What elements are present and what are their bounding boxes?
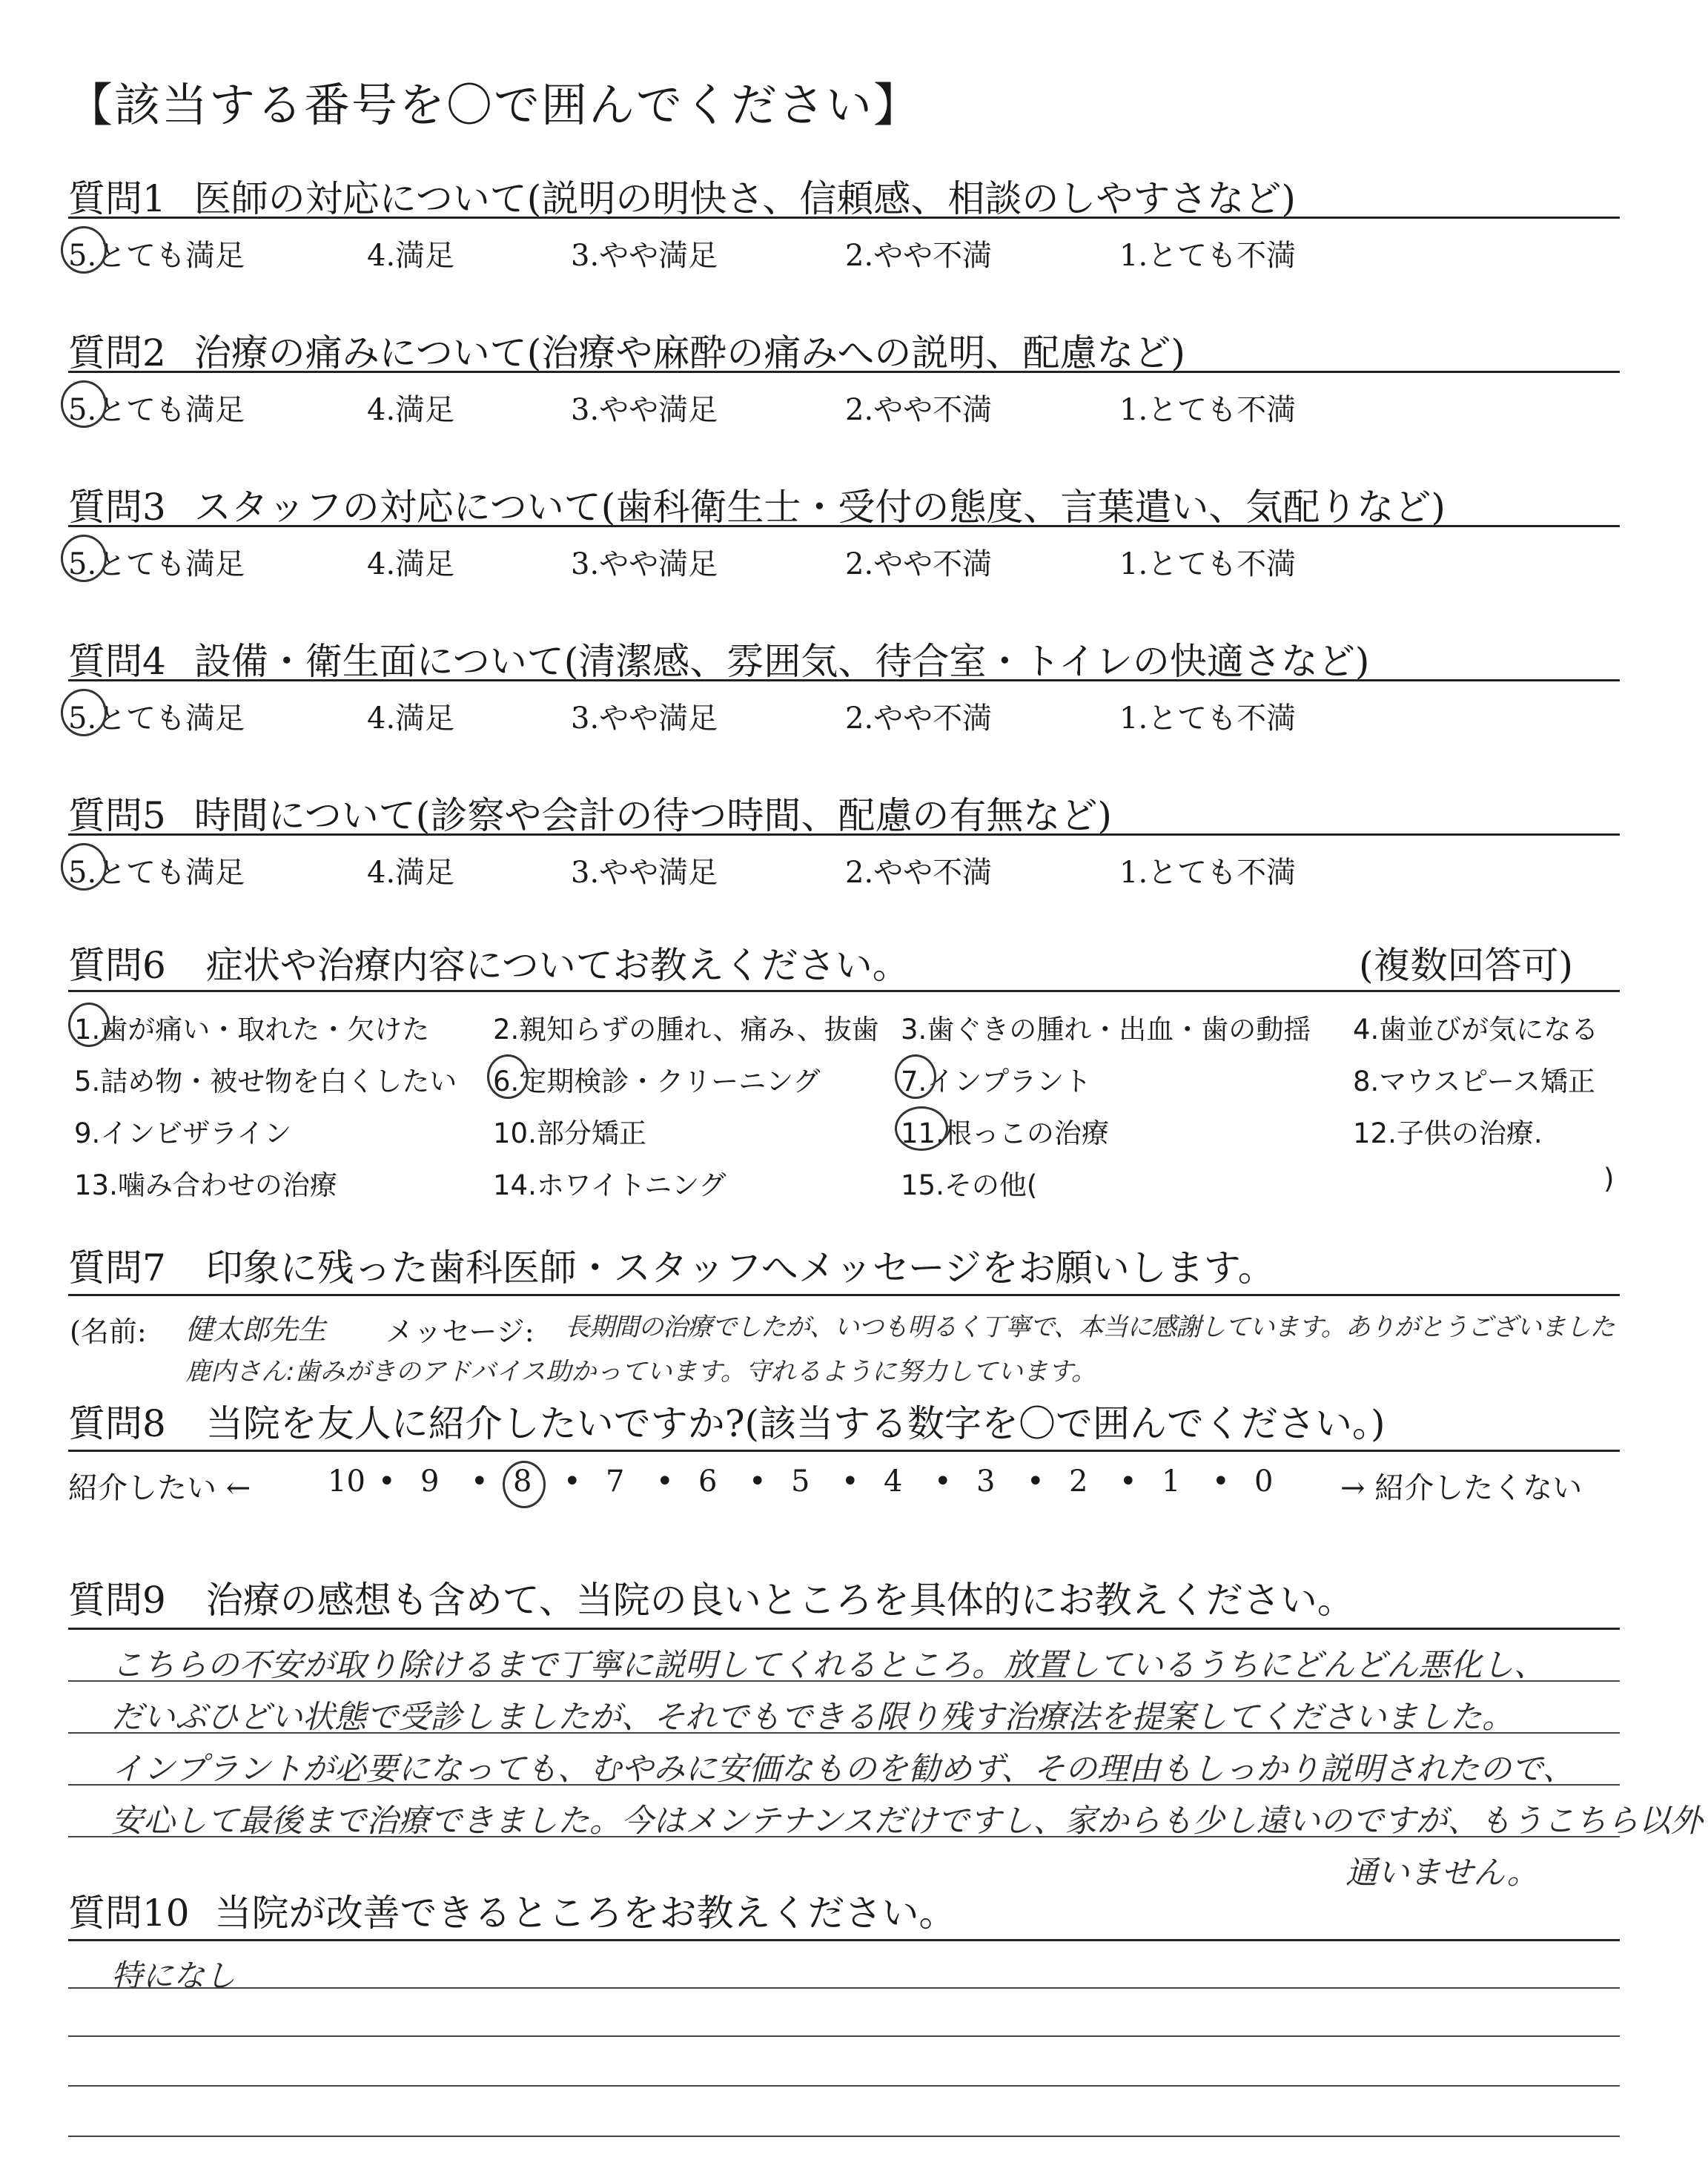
q10-answer: 特になし (111, 1958, 236, 1994)
q6-option: 7.インプラント (901, 1066, 1092, 1097)
rating-option: 4.満足 (367, 856, 455, 890)
q10-answer-line (68, 2035, 1620, 2037)
q10-label: 質問10 (68, 1892, 190, 1935)
form-title: 【該当する番号を〇で囲んでください】 (67, 78, 921, 132)
question-text: 医師の対応について(説明の明快さ、信頼感、相談のしやすさなど) (193, 177, 1296, 220)
q6-option: 13.噛み合わせの治療 (74, 1169, 337, 1201)
q8-text: 当院を友人に紹介したいですか?(該当する数字を〇で囲んでください。) (205, 1402, 1386, 1445)
selected-circle (61, 689, 107, 736)
rating-option: 1.とても不満 (1119, 856, 1297, 890)
q7-text: 印象に残った歯科医師・スタッフへメッセージをお願いします。 (205, 1246, 1275, 1289)
scale-dot: • (563, 1464, 581, 1499)
rating-option: 5.とても満足 (68, 393, 245, 427)
scale-value: 4 (884, 1464, 903, 1499)
q9-heading (68, 1571, 1354, 1624)
scale-dot: • (749, 1464, 767, 1499)
question-rule (68, 525, 1620, 527)
selected-circle (895, 1106, 948, 1151)
q6-option: 11.根っこの治療 (901, 1117, 1109, 1149)
scale-value: 5 (791, 1464, 810, 1499)
selected-circle (895, 1054, 936, 1099)
scale-dot: • (1119, 1464, 1137, 1499)
question-rule (68, 217, 1620, 219)
q7-rule (68, 1294, 1620, 1296)
rating-option: 4.満足 (367, 393, 455, 427)
rating-option: 4.満足 (367, 239, 455, 273)
scale-value: 7 (606, 1464, 625, 1499)
selected-circle (61, 535, 107, 582)
q8-heading (68, 1394, 1386, 1447)
question-rule (68, 679, 1620, 681)
selected-circle (68, 1003, 110, 1047)
rating-option: 2.やや不満 (845, 393, 993, 427)
q6-option: 14.ホワイトニング (493, 1169, 726, 1201)
q6-rule (68, 990, 1620, 992)
q9-answer-line-text: だいぶひどい状態で受診しましたが、それでもできる限り残す治療法を提案してくださいました。 (111, 1699, 1514, 1736)
scale-dot: • (656, 1464, 674, 1499)
rating-option: 2.やや不満 (845, 701, 993, 736)
q6-option: 10.部分矯正 (493, 1117, 646, 1149)
rating-option: 3.やや満足 (571, 393, 718, 427)
rating-option: 5.とても満足 (68, 856, 245, 890)
question-label: 質問4 (68, 640, 166, 683)
question-text: 時間について(診察や会計の待つ時間、配慮の有無など) (193, 794, 1112, 837)
q9-answer-line-text: こちらの不安が取り除けるまで丁寧に説明してくれるところ。放置しているうちにどんどん悪化し、 (111, 1647, 1546, 1684)
q6-option: 8.マウスピース矯正 (1353, 1066, 1595, 1097)
q7-heading (68, 1238, 1275, 1292)
q8-rule (68, 1450, 1620, 1452)
q9-text: 治療の感想も含めて、当院の良いところを具体的にお教えください。 (205, 1579, 1354, 1622)
rating-option: 2.やや不満 (845, 239, 993, 273)
q7-label: 質問7 (68, 1246, 166, 1289)
scale-value: 1 (1162, 1464, 1181, 1499)
question-2-heading (68, 323, 1185, 377)
question-rule (68, 833, 1620, 836)
q7-message-line1: 長期間の治療でしたが、いつも明るく丁寧で、本当に感謝しています。ありがとうございました (565, 1312, 1615, 1342)
q6-option: 9.インビザライン (74, 1117, 292, 1149)
scale-value: 6 (698, 1464, 718, 1499)
q6-note: (複数回答可) (1359, 944, 1574, 987)
q8-right-label: → 紹介したくない (1340, 1471, 1583, 1505)
scale-dot: • (1027, 1464, 1045, 1499)
q6-option: 6.定期検診・クリーニング (493, 1066, 821, 1097)
rating-option: 1.とても不満 (1119, 547, 1297, 581)
q6-option: 3.歯ぐきの腫れ・出血・歯の動揺 (901, 1014, 1311, 1046)
q6-option: 1.歯が痛い・取れた・欠けた (74, 1014, 430, 1046)
q8-label: 質問8 (68, 1402, 166, 1445)
q6-heading (68, 936, 910, 989)
rating-option: 3.やや満足 (571, 701, 718, 736)
rating-option: 1.とても不満 (1119, 701, 1297, 736)
q6-option: 5.詰め物・被せ物を白くしたい (74, 1066, 457, 1097)
q10-rule (68, 1939, 1620, 1941)
rating-option: 5.とても満足 (68, 701, 245, 736)
selected-circle (61, 380, 107, 428)
scale-dot: • (841, 1464, 859, 1499)
q10-text: 当院が改善できるところをお教えください。 (214, 1892, 956, 1935)
q9-answer-line-text: 安心して最後まで治療できました。今はメンテナンスだけですし、家からも少し遠いのですが、もうこちら以外 (111, 1803, 1703, 1840)
q7-message-line2: 鹿内さん:歯みがきのアドバイス助かっています。守れるように努力しています。 (185, 1357, 1096, 1387)
scale-dot: • (1212, 1464, 1230, 1499)
q9-answer-line-text: 通いません。 (1345, 1855, 1539, 1892)
q6-label: 質問6 (68, 944, 166, 987)
q6-option: 4.歯並びが気になる (1353, 1014, 1599, 1046)
selected-circle (61, 226, 107, 274)
q6-text: 症状や治療内容についてお教えください。 (205, 944, 910, 987)
scale-value: 0 (1254, 1464, 1274, 1499)
selected-circle (503, 1461, 546, 1508)
rating-option: 3.やや満足 (571, 239, 718, 273)
question-text: 設備・衛生面について(清潔感、雰囲気、待合室・トイレの快適さなど) (193, 640, 1370, 683)
question-1-heading (68, 169, 1296, 222)
selected-circle (487, 1054, 529, 1099)
question-3-heading (68, 478, 1446, 531)
rating-option: 5.とても満足 (68, 239, 245, 273)
rating-option: 2.やや不満 (845, 856, 993, 890)
question-4-heading (68, 632, 1369, 685)
rating-option: 3.やや満足 (571, 856, 718, 890)
question-rule (68, 371, 1620, 373)
question-text: 治療の痛みについて(治療や麻酔の痛みへの説明、配慮など) (193, 331, 1185, 374)
question-text: スタッフの対応について(歯科衛生士・受付の態度、言葉遣い、気配りなど) (193, 486, 1446, 529)
rating-option: 3.やや満足 (571, 547, 718, 581)
q10-answer-line (68, 2085, 1620, 2087)
q6-option: 2.親知らずの腫れ、痛み、抜歯 (493, 1014, 879, 1046)
rating-option: 5.とても満足 (68, 547, 245, 581)
q6-option: ) (1603, 1163, 1615, 1195)
q9-rule (68, 1628, 1620, 1630)
rating-option: 1.とても不満 (1119, 239, 1297, 273)
q7-name-label: (名前: (70, 1315, 147, 1348)
question-label: 質問3 (68, 486, 166, 529)
scale-value: 3 (976, 1464, 996, 1499)
q10-answer-line (68, 2136, 1620, 2137)
rating-option: 2.やや不満 (845, 547, 993, 581)
question-5-heading (68, 786, 1112, 839)
selected-circle (61, 843, 107, 891)
scale-dot: • (471, 1464, 489, 1499)
scale-value: 2 (1069, 1464, 1088, 1499)
rating-option: 1.とても不満 (1119, 393, 1297, 427)
scale-value: 9 (420, 1464, 440, 1499)
q8-left-label: 紹介したい ← (68, 1471, 251, 1505)
question-label: 質問5 (68, 794, 166, 837)
scale-value: 8 (513, 1464, 532, 1499)
q6-option: 15.その他( (901, 1169, 1038, 1201)
q9-label: 質問9 (68, 1579, 166, 1622)
q7-name-value: 健太郎先生 (185, 1313, 327, 1346)
scale-dot: • (378, 1464, 396, 1499)
q10-answer-line (68, 1987, 1620, 1989)
question-label: 質問1 (68, 177, 166, 220)
scale-value: 10 (328, 1464, 365, 1499)
q7-message-label: メッセージ: (385, 1315, 534, 1348)
rating-option: 4.満足 (367, 547, 455, 581)
q9-answer-line-text: インプラントが必要になっても、むやみに安価なものを勧めず、その理由もしっかり説明されたので、 (111, 1751, 1575, 1788)
question-label: 質問2 (68, 331, 166, 374)
rating-option: 4.満足 (367, 701, 455, 736)
q10-heading (68, 1883, 956, 1937)
q6-option: 12.子供の治療. (1353, 1117, 1543, 1149)
scale-dot: • (934, 1464, 952, 1499)
